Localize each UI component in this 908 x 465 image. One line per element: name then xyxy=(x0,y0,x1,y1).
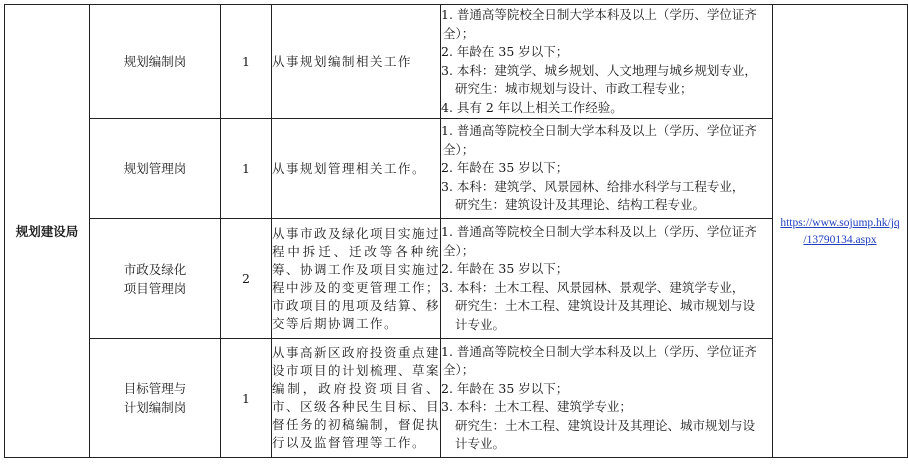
requirement-line: 3. 本科：建筑学、风景园林、给排水科学与工程专业， xyxy=(441,178,745,194)
requirement-line: 研究生：土木工程、建筑设计及其理论、城市规划与设 xyxy=(455,417,756,433)
apply-link[interactable] xyxy=(780,217,899,246)
requirement-line: 4. 具有 2 年以上相关工作经验。 xyxy=(441,99,623,115)
post-name: 市政及绿化 xyxy=(123,261,187,277)
requirement-line: 全）； xyxy=(443,141,475,157)
requirement-line: 3. 本科：土木工程、风景园林、景观学、建筑学专业， xyxy=(441,279,745,295)
post-name: 规划管理岗 xyxy=(123,161,187,176)
headcount-cell: 1 xyxy=(221,5,272,119)
apply-link-cell xyxy=(773,5,908,458)
post-name-cell xyxy=(90,119,221,219)
post-name: 目标管理与 xyxy=(123,381,187,396)
table-row xyxy=(5,119,908,219)
requirement-line: 全）； xyxy=(443,242,475,258)
requirement-line: 研究生：建筑设计及其理论、结构工程专业。 xyxy=(455,197,706,213)
headcount-cell: 1 xyxy=(221,119,272,219)
requirement-line: 1. 普通高等院校全日制大学本科及以上（学历、学位证齐 xyxy=(441,224,757,239)
requirement-line: 3. 本科：土木工程、建筑学专业； xyxy=(441,399,632,414)
requirements-cell xyxy=(441,119,773,219)
table-row xyxy=(5,339,908,458)
apply-link-line: https://www.sojump.hk/jq xyxy=(780,217,900,229)
requirement-line: 研究生：城市规划与设计、市政工程专业； xyxy=(455,81,693,96)
post-name-cell xyxy=(90,219,221,339)
post-name: 计划编制岗 xyxy=(123,400,187,415)
duty-cell: 从事高新区政府投资重点建设市项目的计划梳理、草案编制，政府投资项目省、市、区级各种民生目标、目督任务的初稿编制，督促执行以及监督管理等工作。 xyxy=(272,339,441,458)
requirement-line: 研究生：土木工程、建筑设计及其理论、城市规划与设 xyxy=(455,298,756,313)
requirement-line: 2. 年龄在 35 岁以下； xyxy=(441,380,569,396)
requirement-line: 全）； xyxy=(443,25,475,41)
recruitment-table xyxy=(4,4,908,458)
requirement-line: 3. 本科：建筑学、城乡规划、人文地理与城乡规划专业， xyxy=(441,62,757,78)
table-row xyxy=(5,219,908,339)
post-name-cell xyxy=(90,339,221,458)
duty-cell: 从事市政及绿化项目实施过程中拆迁、迁改等各种统筹、协调工作及项目实施过程中涉及的变更管理工作；市政项目的甩项及结算、移交等后期协调工作。 xyxy=(272,219,441,339)
requirements-cell xyxy=(441,5,773,119)
post-name: 规划编制岗 xyxy=(123,54,187,69)
requirements-cell xyxy=(441,219,773,339)
requirement-line: 1. 普通高等院校全日制大学本科及以上（学历、学位证齐 xyxy=(441,7,757,22)
requirement-line: 全）； xyxy=(443,362,475,377)
requirement-line: 计专业。 xyxy=(455,436,506,451)
requirement-line: 2. 年龄在 35 岁以下； xyxy=(441,44,569,59)
requirement-line: 2. 年龄在 35 岁以下； xyxy=(441,261,569,276)
requirement-line: 1. 普通高等院校全日制大学本科及以上（学历、学位证齐 xyxy=(441,123,757,139)
duty-cell: 从事规划管理相关工作。 xyxy=(272,119,441,219)
requirement-line: 计专业。 xyxy=(455,316,506,332)
requirement-line: 1. 普通高等院校全日制大学本科及以上（学历、学位证齐 xyxy=(441,343,757,359)
headcount-cell: 1 xyxy=(221,339,272,458)
headcount-cell: 2 xyxy=(221,219,272,339)
apply-link-line: /13790134.aspx xyxy=(803,234,877,246)
requirement-line: 2. 年龄在 35 岁以下； xyxy=(441,160,569,176)
post-name: 项目管理岗 xyxy=(123,280,187,296)
requirements-cell xyxy=(441,339,773,458)
table-row xyxy=(5,5,908,119)
post-name-cell xyxy=(90,5,221,119)
department-cell: 规划建设局 xyxy=(5,5,90,458)
duty-cell: 从事规划编制相关工作 xyxy=(272,5,441,119)
